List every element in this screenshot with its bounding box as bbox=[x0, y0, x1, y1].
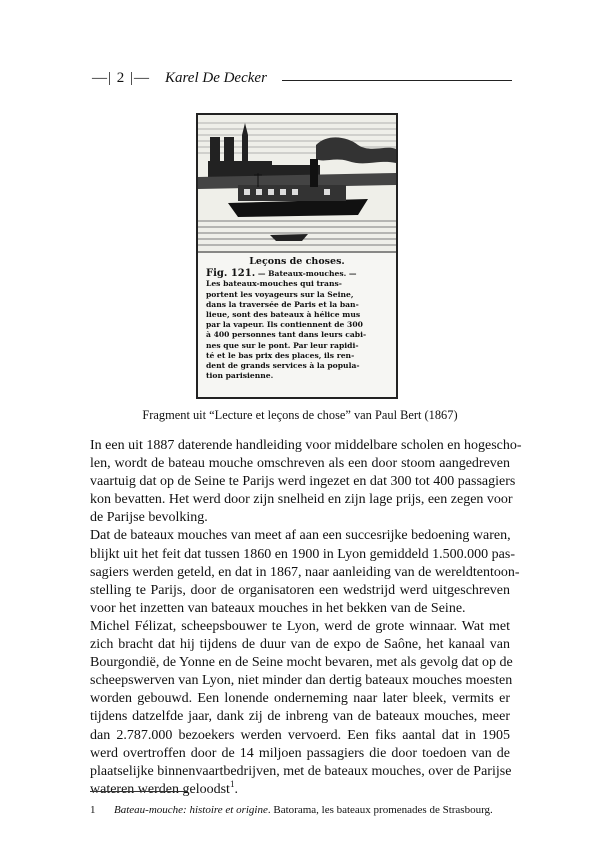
figure-title: Leçons de choses. bbox=[249, 256, 345, 267]
body-line: scheepswerven van Lyon, niet minder dan dertig bateaux mouches moesten bbox=[90, 673, 513, 689]
body-line: stelling te Parijs, door de organisatoren een wedstrijd werd uitgeschreven bbox=[90, 582, 510, 598]
footnote-reference[interactable]: 1 bbox=[229, 778, 235, 789]
body-line: wateren werden geloodst bbox=[90, 781, 230, 797]
book-fragment-figure bbox=[196, 113, 398, 399]
footnote-number: 1 bbox=[90, 804, 96, 816]
body-line: dan 2.787.000 bezoekers werden vervoerd. Een fiks aantal dat in 1905 bbox=[90, 727, 510, 743]
figure-text-line: nes que sur le pont. Par leur rapidi- bbox=[206, 340, 359, 350]
body-line: tijdens datzelfde jaar, dank zij de inbreng van de bateaux mouches, meer bbox=[90, 709, 510, 725]
figure-label: Fig. 121. bbox=[206, 268, 256, 280]
body-text bbox=[90, 437, 522, 799]
body-line: Michel Félizat, scheepsbouwer te Lyon, werd de grote winnaar. Wat met bbox=[90, 618, 510, 634]
figure-text-line: lieue, sont des bateaux à hélice mus bbox=[206, 310, 361, 320]
body-line: voor het inzetten van bateaux mouches in het bekken van de Seine. bbox=[90, 600, 466, 616]
body-line: werd overtroffen door de 14 miljoen passagiers die door toedoen van de bbox=[90, 745, 510, 761]
body-line: len, wordt de bateau mouche omschreven als een door stoom aangedreven bbox=[90, 456, 510, 472]
figure-text-line: par la vapeur. Ils contiennent de 300 bbox=[206, 320, 363, 330]
running-author: Karel De Decker bbox=[165, 70, 267, 86]
footnote bbox=[90, 804, 510, 816]
body-line: Bourgondië, de Yonne en de Seine mocht bevaren, met als gevolg dat op de bbox=[90, 655, 513, 671]
body-line-final: wateren werden geloodst$^1$. bbox=[90, 778, 238, 797]
figure-text-line bbox=[206, 269, 388, 279]
body-line: kon bevatten. Het werd door zijn snelheid en zijn lage prijs, een zegen voor bbox=[90, 492, 513, 508]
body-line: Dat de bateaux mouches van meet af aan een succesrijke bedoening waren, bbox=[90, 528, 511, 544]
body-line: de Parijse bevolking. bbox=[90, 510, 208, 526]
header-rule bbox=[282, 80, 512, 81]
running-header bbox=[92, 70, 512, 90]
figure-text-line: té et le bas prix des places, ils ren- bbox=[206, 350, 355, 360]
figure-text-line: tion parisienne. bbox=[206, 371, 274, 381]
body-line: blijkt uit het feit dat tussen 1860 en 1900 in Lyon gemiddeld 1.500.000 pas- bbox=[90, 546, 516, 562]
figure-text-line: à 400 personnes tant dans leurs cabi- bbox=[206, 330, 367, 340]
figure-caption: Fragment uit “Lecture et leçons de chose” van Paul Bert (1867) bbox=[142, 408, 458, 422]
body-line: sagiers werden geteld, en dat in 1867, naar aanleiding van de wereldtentoon- bbox=[90, 564, 520, 580]
body-line: plaatselijke binnenvaartbedrijven, met de bateaux mouches, over de Parijse bbox=[90, 763, 512, 779]
footnote-source: . Batorama, les bateaux promenades de Strasbourg. bbox=[267, 804, 493, 816]
body-line: zich bracht dat hij tijdens de duur van de expo de Saône, het kanaal van bbox=[90, 637, 510, 653]
footnote-title: Bateau-mouche: histoire et origine bbox=[114, 804, 268, 816]
figure-text-line: dent de grands services à la popula- bbox=[206, 361, 360, 371]
body-line: vaartuig dat op de Seine te Parijs werd ingezet en dat 300 tot 400 passagiers bbox=[90, 474, 516, 490]
body-line: In een uit 1887 daterende handleiding voor middelbare scholen en hogescho- bbox=[90, 438, 522, 453]
footnote-rule bbox=[90, 791, 188, 792]
figure-text-line: Les bateaux-mouches qui trans- bbox=[206, 279, 342, 289]
body-line: worden gebouwd. Een lonende onderneming naar later bleek, vermits er bbox=[90, 691, 510, 707]
page-number: —| 2 |— bbox=[92, 70, 151, 86]
engraving-seine-boat bbox=[198, 115, 396, 253]
figure-text-line: — Bateaux-mouches. — bbox=[257, 269, 357, 279]
figure-text-line: dans la traversée de Paris et la ban- bbox=[206, 299, 359, 309]
figure-text-line: portent les voyageurs sur la Seine, bbox=[206, 289, 354, 299]
figure-printed-text bbox=[206, 257, 388, 381]
